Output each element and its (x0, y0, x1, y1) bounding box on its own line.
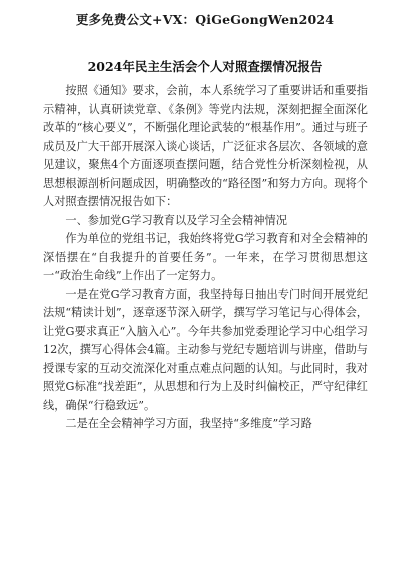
intro-paragraph: 按照《通知》要求，会前，本人系统学习了重要讲话和重要指示精神，认真研读党章、《条例》等党内法规，深刻把握全面深化改革的“核心要义”，不断强化理论武装的“根基作用”。通过与班子成员及广大干部开展深入谈心谈话，广泛征求各层次、各领域的意见建议，聚焦4个方面逐项查摆问题，结合党性分析深刻检视，从思想根源剖析问题成因，明确整改的“路径图”和努力方向。现将个人对照查摆情况报告如下： (43, 84, 368, 208)
body-paragraph: 一是在党G学习教育方面，我坚持每日抽出专门时间开展党纪法规“精读计划”，逐章逐节深入研学，撰写学习笔记与心得体会，让党G要求真正“入脑入心”。今年共参加党委理论学习中心组学习12次，撰写心得体会4篇。主动参与党纪专题培训与讲座，借助与授课专家的互动交流深化对重点难点问题的认知。与此同时，我对照党G标准“找差距”，从思想和行为上及时纠偏校正，严守纪律红线，确保“行稳致远”。 (43, 287, 368, 412)
body-paragraph: 作为单位的党组书记，我始终将党G学习教育和对全会精神的深悟摆在“自我提升的首要任务”。一年来，在学习贯彻思想这一“政治生命线”上作出了一定努力。 (43, 232, 368, 282)
watermark-header: 更多免费公文+VX：QiGeGongWen2024 (75, 12, 335, 27)
section-heading: 一、参加党G学习教育以及学习全会精神情况 (65, 213, 287, 227)
body-paragraph: 二是在全会精神学习方面，我坚持“多维度”学习路 (65, 417, 312, 430)
document-body (43, 82, 368, 434)
document-title: 2024年民主生活会个人对照查摆情况报告 (87, 59, 323, 74)
